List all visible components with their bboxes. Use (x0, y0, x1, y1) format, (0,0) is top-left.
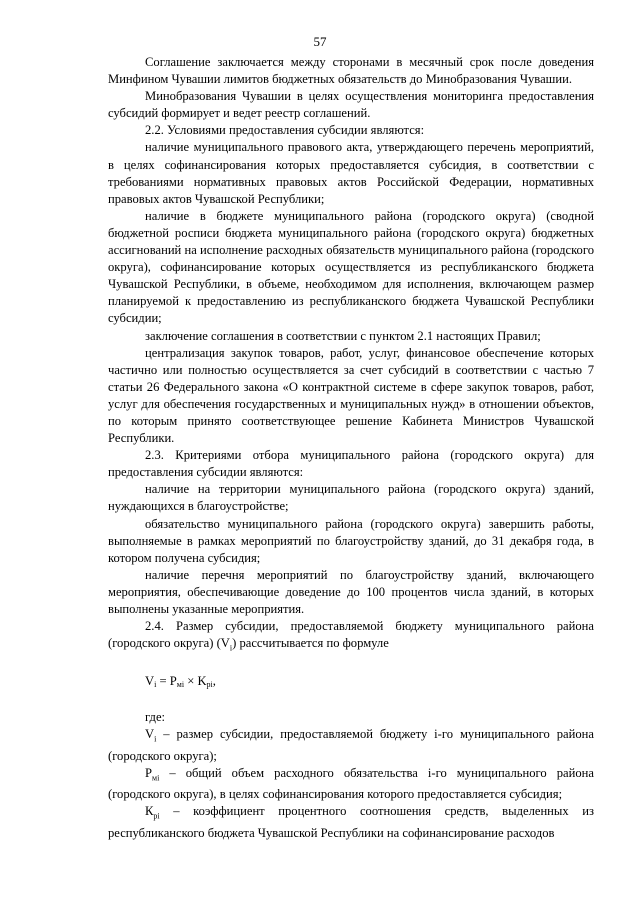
paragraph: наличие перечня мероприятий по благоустройству зданий, включающего мероприятия, обеспечивающие доведение до 100 процентов числа зданий, в которых выполнены указанные мероприятия. (108, 567, 594, 616)
page-number: 57 (313, 34, 327, 49)
paragraph: заключение соглашения в соответствии с пунктом 2.1 настоящих Правил; (145, 328, 541, 343)
paragraph: наличие муниципального правового акта, утверждающего перечень мероприятий, в целях софинансирования которых предоставляется субсидия, в соответствии с требованиями нормативных правовых актов Российской Федерации, нормативных правовых актов Чувашской Республики; (108, 140, 594, 206)
definition: $К_{рi}$ – коэффициент процентного соотношения средств, выделенных из республиканского бюджета Чувашской Республики на софинансирование расходов (108, 804, 594, 840)
paragraph: наличие на территории муниципального района (городского округа) зданий, нуждающихся в благоустройстве; (108, 482, 594, 514)
paragraph: наличие в бюджете муниципального района (городского округа) (сводной бюджетной росписи бюджета муниципального района (городского округа) бюджетных ассигнований на исполнение расходных обязательств муниципального района (городского округа), софинансирование которых осуществляется из республиканского бюджета Чувашской Республики, в объеме, необходимом для исполнения, включающем размер планируемой к предоставлению из республиканского бюджета Чувашской Республики субсидии; (108, 208, 594, 326)
formula: $V_i = P_{мi} \times K_{pi}$, (145, 673, 216, 689)
paragraph-formula-intro: 2.4. Размер субсидии, предоставляемой бюджету муниципального района (городского округа) $(V_i)$ рассчитывается по формуле (108, 619, 594, 653)
paragraph: централизация закупок товаров, работ, услуг, финансовое обеспечение которых частично или полностью осуществляется за счет субсидий в соответствии с частью 7 статьи 26 Федерального закона «О контрактной системе в сфере закупок товаров, работ, услуг для обеспечения государственных и муниципальных нужд» в отношении объектов, по которым принято соответствующее решение Кабинета Министров Чувашской Республики. (108, 345, 594, 446)
paragraph: Соглашение заключается между сторонами в месячный срок после доведения Минфином Чувашии лимитов бюджетных обязательств до Минобразования Чувашии. (108, 55, 594, 87)
paragraph: 2.3. Критериями отбора муниципального района (городского округа) для предоставления субсидии являются: (108, 448, 594, 480)
where-label: где: (145, 709, 166, 724)
paragraph: обязательство муниципального района (городского округа) завершить работы, выполняемые в рамках мероприятий по благоустройству зданий, до 31 декабря года, в котором получена субсидия; (108, 516, 594, 565)
paragraph: 2.2. Условиями предоставления субсидии являются: (145, 123, 425, 138)
definition: $Р_{мi}$ – общий объем расходного обязательства i-го муниципального района (городского округа), в целях софинансирования которого предоставляется субсидия; (108, 765, 594, 802)
document-body (108, 54, 594, 842)
definition: $V_i$ – размер субсидии, предоставляемой бюджету i-го муниципального района (городского округа); (108, 726, 594, 763)
paragraph: Минобразования Чувашии в целях осуществления мониторинга предоставления субсидий формирует и ведет реестр соглашений. (108, 89, 594, 121)
